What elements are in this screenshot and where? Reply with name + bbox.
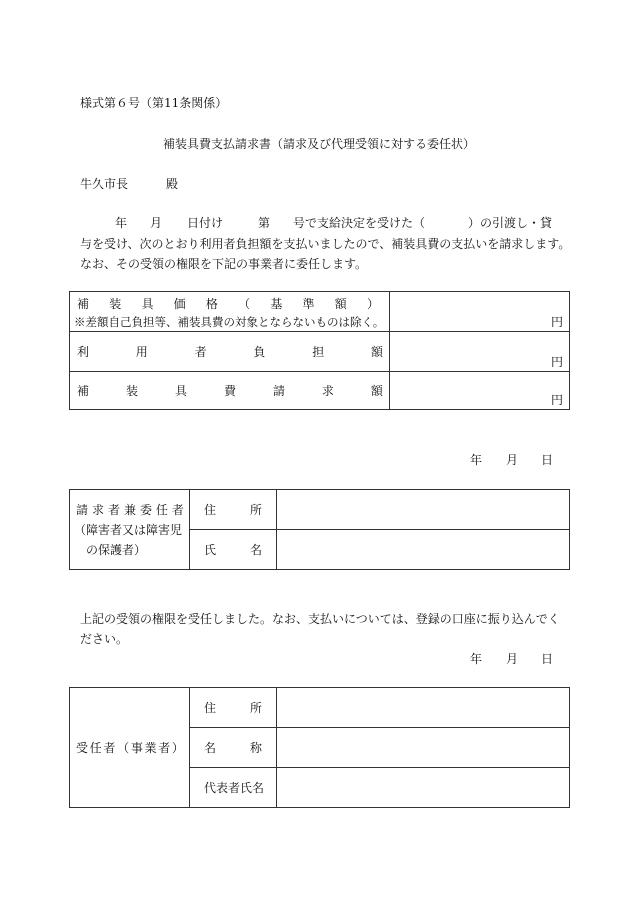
- acceptance-line1: 上記の受領の権限を受任しました。なお、支払いについては、登録の口座に振り込んでく: [80, 612, 560, 626]
- label-char: 住: [204, 701, 217, 715]
- label-char: 称: [249, 741, 262, 755]
- form-number: 様式第６号（第11条関係）: [80, 96, 228, 110]
- label-char: 格: [205, 297, 218, 311]
- title-char: 請: [76, 503, 89, 517]
- label-char: 補: [77, 297, 90, 311]
- intro-dai: 第: [258, 216, 271, 230]
- label-char: 者: [194, 345, 207, 359]
- label-char: 装: [109, 297, 122, 311]
- title-char: 者: [171, 503, 184, 517]
- label-char: 費: [223, 384, 236, 398]
- title-char: 任: [155, 503, 168, 517]
- title-char: 求: [91, 503, 104, 517]
- addressee-name: 牛久市長: [80, 177, 129, 191]
- date1-year: 年: [470, 453, 483, 467]
- date1-day: 日: [541, 453, 554, 467]
- title-char: 任: [89, 741, 102, 755]
- label-char: 求: [321, 384, 334, 398]
- agent-representative-label: 代表者氏名: [204, 781, 265, 795]
- label-char: 利: [77, 345, 90, 359]
- label-char: 額: [370, 384, 383, 398]
- title-char: 者: [107, 503, 120, 517]
- label-char: 請: [272, 384, 285, 398]
- addressee: [80, 176, 178, 192]
- label-char: 名: [249, 543, 262, 557]
- claimant-address-label: [204, 502, 262, 518]
- label-char: 所: [249, 701, 262, 715]
- row-claim-amount-unit: 円: [550, 393, 563, 407]
- title-char: ）: [171, 741, 184, 755]
- intro-line2: 与を受け、次のとおり利用者負担額を支払いましたので、補装具費の支払いを請求します。: [80, 237, 571, 251]
- title-char: 委: [139, 503, 152, 517]
- date2-year: 年: [470, 652, 483, 666]
- label-char: 用: [135, 345, 148, 359]
- title-char: 者: [103, 741, 116, 755]
- claimant-subtitle-2: の保護者）: [86, 543, 147, 557]
- label-char: 名: [204, 741, 217, 755]
- title-char: 業: [144, 741, 157, 755]
- label-char: 具: [174, 384, 187, 398]
- title-char: 受: [76, 741, 89, 755]
- agent-name-label: [204, 740, 262, 756]
- agent-table: [69, 687, 570, 808]
- title-char: （: [117, 741, 130, 755]
- row-base-price-label: [77, 296, 379, 312]
- intro-go-text: 号で支給決定を受けた（: [293, 216, 426, 230]
- title-char: 事: [130, 741, 143, 755]
- label-char: ）: [366, 297, 379, 311]
- label-char: 装: [125, 384, 138, 398]
- date2-month: 月: [506, 652, 519, 666]
- claimant-table: [69, 489, 570, 570]
- label-char: 住: [204, 503, 217, 517]
- addressee-suffix: 殿: [166, 177, 179, 191]
- row-user-burden-label: [77, 344, 383, 360]
- label-char: 価: [173, 297, 186, 311]
- row-base-price-note: ※差額自己負担等、補装具費の対象とならないものは除く。: [74, 315, 385, 329]
- row-base-price-unit: 円: [550, 315, 563, 329]
- agent-title: [76, 740, 184, 756]
- intro-day-dated: 日付け: [187, 216, 224, 230]
- row-claim-amount-label: [77, 383, 383, 399]
- title-char: 兼: [123, 503, 136, 517]
- amount-table: [69, 291, 570, 410]
- acceptance-line2: ださい。: [80, 632, 129, 646]
- label-char: 氏: [204, 543, 217, 557]
- title-char: 者: [158, 741, 171, 755]
- intro-close-text: ）の引渡し・貸: [468, 216, 553, 230]
- intro-year: 年: [115, 216, 128, 230]
- label-char: 所: [249, 503, 262, 517]
- agent-address-label: [204, 700, 262, 716]
- label-char: 額: [334, 297, 347, 311]
- row-user-burden-unit: 円: [550, 355, 563, 369]
- label-char: 額: [370, 345, 383, 359]
- date1-month: 月: [506, 453, 519, 467]
- label-char: 具: [141, 297, 154, 311]
- intro-month: 月: [150, 216, 163, 230]
- claimant-name-label: [204, 542, 262, 558]
- document-title: 補装具費支払請求書（請求及び代理受領に対する委任状）: [163, 137, 476, 151]
- label-char: 準: [302, 297, 315, 311]
- label-char: 補: [77, 384, 90, 398]
- label-char: 担: [312, 345, 325, 359]
- claimant-title: [76, 502, 184, 518]
- label-char: 基: [270, 297, 283, 311]
- label-char: 負: [253, 345, 266, 359]
- intro-line3: なお、その受領の権限を下記の事業者に委任します。: [80, 257, 368, 271]
- claimant-subtitle-1: （障害者又は障害児: [74, 523, 183, 537]
- label-char: （: [238, 297, 251, 311]
- date2-day: 日: [541, 652, 554, 666]
